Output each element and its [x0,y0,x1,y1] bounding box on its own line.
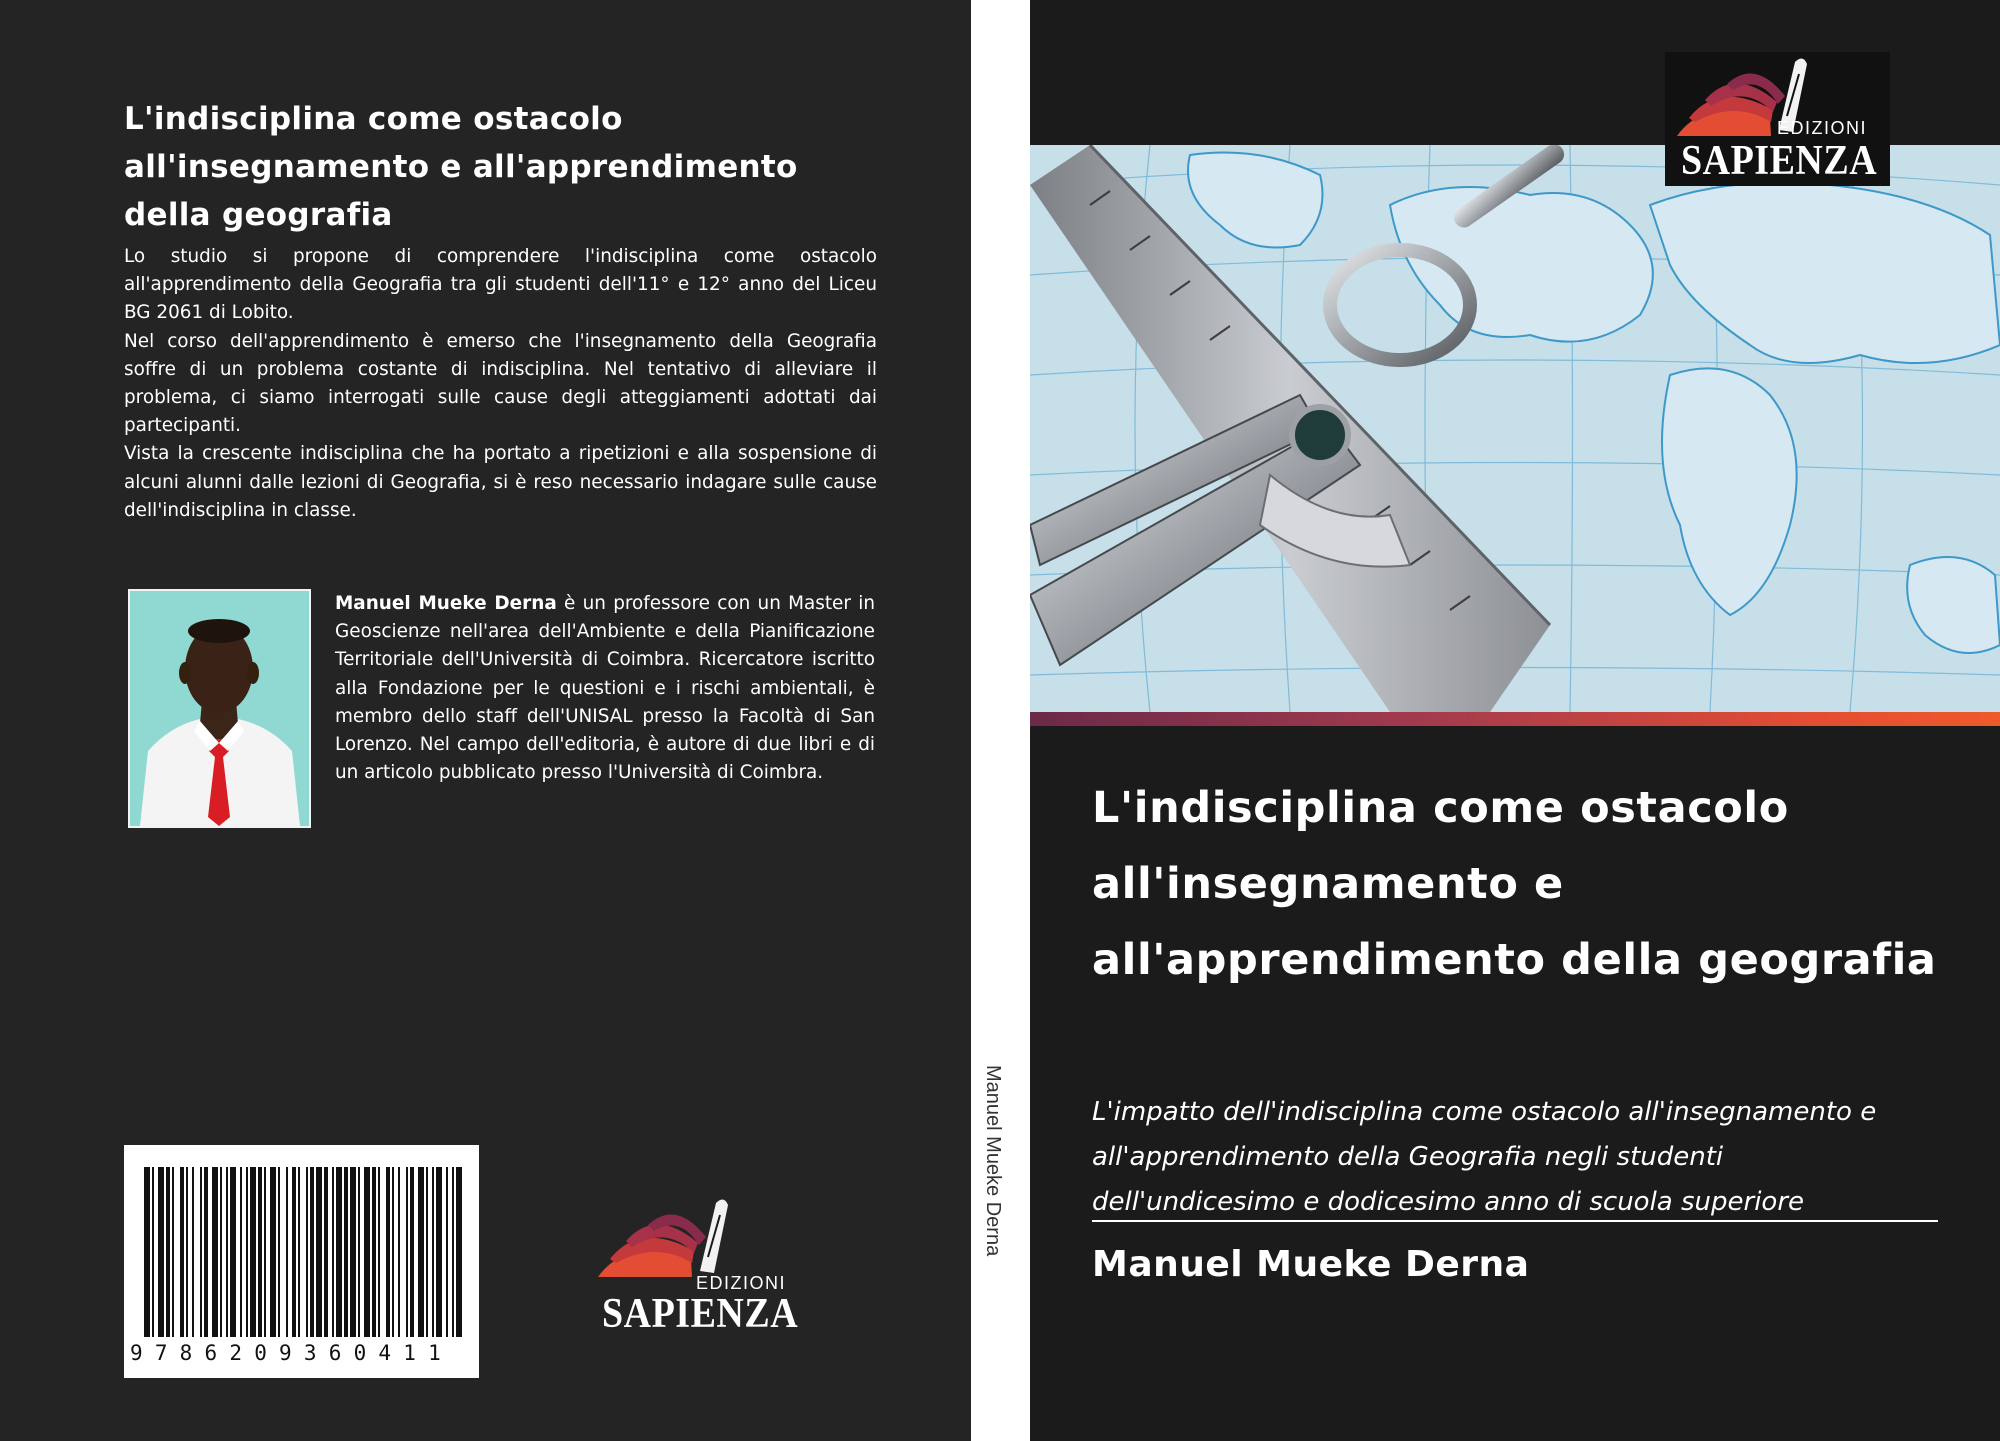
barcode-bar [220,1167,222,1337]
barcode-bar [364,1167,370,1337]
barcode-bar [298,1167,300,1337]
barcode-bar [372,1167,376,1337]
barcode-bar [250,1167,256,1337]
barcode-bar [292,1167,296,1337]
barcode-bars [142,1167,462,1337]
publisher-line1: EDIZIONI [1777,118,1868,138]
barcode-bar [446,1167,448,1337]
map-compass-ruler-illustration [1030,145,2000,712]
barcode-bar [230,1167,236,1337]
barcode-bar [426,1167,428,1337]
front-cover-title: L'indisciplina come ostacolo all'insegnamento e all'apprendimento della geografia [1092,783,1937,985]
barcode-bar [324,1167,328,1337]
spine-author: Manuel Mueke Derna [982,1065,1004,1257]
barcode-bar [378,1167,380,1337]
barcode-bar [310,1167,314,1337]
barcode-bar [180,1167,184,1337]
barcode-bar [350,1167,356,1337]
barcode-bar [456,1167,462,1337]
barcode-bar [240,1167,242,1337]
publisher-logo-front [1665,52,1890,186]
barcode-bar [270,1167,276,1337]
barcode-bar [264,1167,266,1337]
barcode-bar [200,1167,202,1337]
blurb-paragraph-2: Nel corso dell'apprendimento è emerso che l'insegnamento della Geografia soffre di un problema costante di indisciplina. Nel tentativo di alleviare il problema, ci siamo interrogati sulle cause degli atteggiamenti adottati dai partecipanti. [124,330,877,437]
barcode-bar [158,1167,164,1337]
barcode-bar [432,1167,434,1337]
author-bio-text: è un professore con un Master in Geoscienze nell'area dell'Ambiente e della Pianificazione Territoriale dell'Università di Coimbra. Ricercatore iscritto alla Fondazione per le questioni e i rischi ambientali, è membro dello staff dell'UNISAL presso la Facoltà di San Lorenzo. Nel campo dell'editoria, è autore di due libri e di un articolo pubblicato presso l'Università di Coimbra. [335,593,875,784]
barcode-bar [410,1167,414,1337]
publisher-line1: EDIZIONI [696,1273,787,1293]
barcode-bar [152,1167,154,1337]
barcode-bar [306,1167,308,1337]
barcode-bar [204,1167,208,1337]
author-bio-name: Manuel Mueke Derna [335,593,557,614]
publisher-line2: SAPIENZA [602,1290,799,1338]
barcode-bar [226,1167,228,1337]
barcode-bar [246,1167,248,1337]
barcode-bar [406,1167,408,1337]
barcode-bar [144,1167,150,1337]
barcode-bar [452,1167,454,1337]
barcode-bar [392,1167,394,1337]
barcode [124,1145,479,1378]
barcode-bar [166,1167,170,1337]
barcode-bar [358,1167,360,1337]
barcode-bar [316,1167,322,1337]
barcode-bar [436,1167,442,1337]
barcode-bar [192,1167,194,1337]
isbn-number: 9786209360411 [130,1341,453,1365]
barcode-bar [332,1167,334,1337]
barcode-bar [418,1167,424,1337]
blurb-paragraph-3: Vista la crescente indisciplina che ha portato a ripetizioni e alla sospensione di alcuni alunni dalle lezioni di Geografia, si è reso necessario indagare sulle cause dell'indisciplina in classe. [124,443,877,521]
blurb-paragraph-1: Lo studio si propone di comprendere l'indisciplina come ostacolo all'apprendimento della Geografia tra gli studenti dell'11° e 12° anno del Liceu BG 2061 di Lobito. [124,246,877,324]
barcode-bar [278,1167,280,1337]
front-cover-author: Manuel Mueke Derna [1092,1244,1530,1285]
cover-color-band [1030,712,2000,726]
cover-illustration [1030,145,2000,712]
publisher-logo-back [596,1197,810,1338]
barcode-bar [398,1167,400,1337]
back-cover-title: L'indisciplina come ostacolo all'insegnamento e all'apprendimento della geografia [124,101,798,233]
author-photo [128,589,311,828]
barcode-bar [286,1167,288,1337]
front-cover-subtitle: L'impatto dell'indisciplina come ostacolo all'insegnamento e all'apprendimento della Geografia negli studenti dell'undicesimo e dodicesimo anno di scuola superiore [1092,1097,1877,1217]
barcode-bar [186,1167,188,1337]
author-bio [335,590,875,787]
barcode-bar [344,1167,348,1337]
barcode-bar [386,1167,390,1337]
barcode-bar [336,1167,342,1337]
publisher-line2: SAPIENZA [1681,137,1878,185]
back-cover-blurb [124,243,877,525]
barcode-bar [212,1167,218,1337]
barcode-bar [172,1167,174,1337]
barcode-bar [258,1167,262,1337]
subtitle-divider [1092,1220,1938,1222]
